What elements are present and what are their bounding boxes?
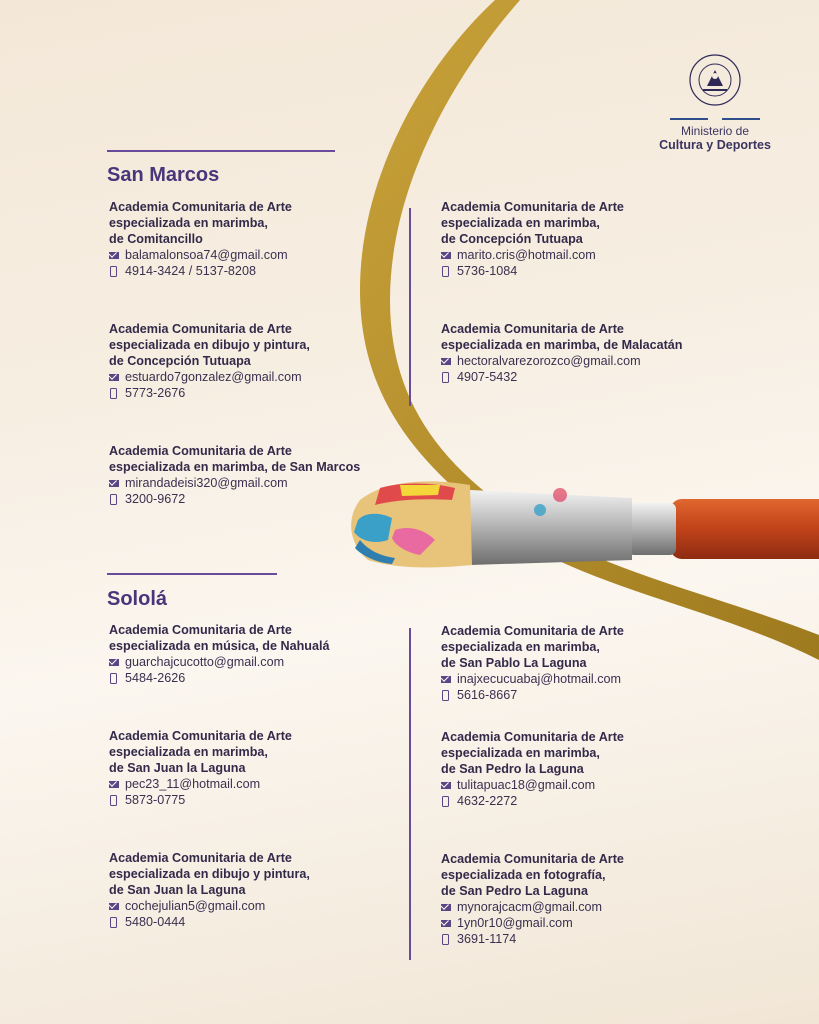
academy-name: Academia Comunitaria de Arte especializada en fotografía, de San Pedro La Laguna — [441, 852, 624, 898]
phone-icon — [110, 673, 117, 684]
envelope-icon — [441, 358, 451, 365]
email-row — [109, 475, 389, 491]
email-row — [441, 247, 741, 263]
email-row — [109, 776, 409, 792]
phone-number: 3691-1174 — [457, 932, 517, 946]
phone-number: 5484-2626 — [125, 671, 186, 685]
academy-entry — [441, 623, 741, 703]
phone-row — [109, 914, 409, 930]
phone-number: 4907-5432 — [457, 370, 518, 384]
academy-name: Academia Comunitaria de Arte especializada en marimba, de Concepción Tutuapa — [441, 200, 624, 246]
envelope-icon — [441, 920, 451, 927]
academy-entry — [441, 851, 741, 947]
phone-icon — [442, 690, 449, 701]
email-address: marito.cris@hotmail.com — [457, 248, 596, 262]
email-row — [441, 915, 741, 931]
academy-name: Academia Comunitaria de Arte especializada en marimba, de San Pedro la Laguna — [441, 730, 624, 776]
phone-number: 3200-9672 — [125, 492, 186, 506]
ministry-logo — [655, 52, 775, 152]
phone-row — [109, 792, 409, 808]
email-row — [441, 777, 741, 793]
phone-number: 5736-1084 — [457, 264, 518, 278]
phone-icon — [110, 266, 117, 277]
phone-icon — [110, 494, 117, 505]
academy-name: Academia Comunitaria de Arte especializada en marimba, de Malacatán — [441, 322, 683, 352]
phone-icon — [110, 917, 117, 928]
phone-row — [441, 369, 741, 385]
phone-icon — [442, 934, 449, 945]
email-address: mirandadeisi320@gmail.com — [125, 476, 288, 490]
email-row — [441, 353, 741, 369]
phone-row — [441, 793, 741, 809]
email-row — [441, 899, 741, 915]
email-address: tulitapuac18@gmail.com — [457, 778, 596, 792]
email-row — [109, 247, 409, 263]
san-marcos-rule — [107, 150, 335, 152]
solola-rule — [107, 573, 277, 575]
phone-icon — [442, 796, 449, 807]
envelope-icon — [109, 480, 119, 487]
phone-number: 4914-3424 / 5137-8208 — [125, 264, 256, 278]
paintbrush-icon — [351, 481, 819, 567]
email-row — [441, 671, 741, 687]
phone-row — [441, 687, 741, 703]
phone-number: 5773-2676 — [125, 386, 186, 400]
logo-bars — [655, 118, 775, 120]
academy-name: Academia Comunitaria de Arte especializada en marimba, de Comitancillo — [109, 200, 292, 246]
email-row — [109, 898, 409, 914]
envelope-icon — [441, 252, 451, 259]
email-address: guarchajcucotto@gmail.com — [125, 655, 285, 669]
san-marcos-divider — [409, 208, 411, 406]
academy-entry — [109, 622, 409, 686]
academy-entry — [441, 729, 741, 809]
logo-text-line2: Cultura y Deportes — [659, 138, 771, 152]
solola-divider — [409, 628, 411, 960]
academy-entry — [109, 199, 409, 279]
email-row — [109, 369, 409, 385]
logo-text-line1: Ministerio de — [680, 124, 750, 138]
phone-row — [109, 263, 409, 279]
envelope-icon — [441, 782, 451, 789]
phone-row — [441, 931, 741, 947]
email-address: mynorajcacm@gmail.com — [457, 900, 603, 914]
phone-number: 5480-0444 — [125, 915, 186, 929]
academy-name: Academia Comunitaria de Arte especializada en dibujo y pintura, de Concepción Tutuapa — [109, 322, 310, 368]
email-address: 1yn0r10@gmail.com — [457, 916, 573, 930]
envelope-icon — [109, 374, 119, 381]
academy-entry — [441, 321, 741, 385]
coat-of-arms-icon — [685, 52, 745, 108]
phone-row — [109, 670, 409, 686]
envelope-icon — [109, 903, 119, 910]
phone-row — [109, 491, 389, 507]
phone-number: 5873-0775 — [125, 793, 186, 807]
email-row — [109, 654, 409, 670]
academy-entry — [441, 199, 741, 279]
envelope-icon — [109, 781, 119, 788]
solola-title: Sololá — [107, 588, 168, 610]
phone-icon — [442, 372, 449, 383]
academy-name: Academia Comunitaria de Arte especializada en dibujo y pintura, de San Juan la Laguna — [109, 851, 310, 897]
phone-icon — [442, 266, 449, 277]
academy-name: Academia Comunitaria de Arte especializada en marimba, de San Pablo La Laguna — [441, 624, 624, 670]
academy-entry — [109, 728, 409, 808]
academy-entry — [109, 850, 409, 930]
envelope-icon — [441, 904, 451, 911]
phone-icon — [110, 388, 117, 399]
san-marcos-title: San Marcos — [107, 164, 220, 186]
phone-number: 5616-8667 — [457, 688, 518, 702]
envelope-icon — [109, 659, 119, 666]
phone-row — [109, 385, 409, 401]
email-address: inajxecucuabaj@hotmail.com — [457, 672, 621, 686]
email-address: pec23_11@hotmail.com — [125, 777, 261, 791]
phone-icon — [110, 795, 117, 806]
email-address: cochejulian5@gmail.com — [125, 899, 266, 913]
academy-name: Academia Comunitaria de Arte especializada en música, de Nahualá — [109, 623, 330, 653]
academy-name: Academia Comunitaria de Arte especializada en marimba, de San Marcos — [109, 444, 361, 474]
email-address: estuardo7gonzalez@gmail.com — [125, 370, 302, 384]
envelope-icon — [109, 252, 119, 259]
phone-number: 4632-2272 — [457, 794, 518, 808]
academy-entry — [109, 321, 409, 401]
email-address: hectoralvarezorozco@gmail.com — [457, 354, 641, 368]
email-address: balamalonsoa74@gmail.com — [125, 248, 288, 262]
phone-row — [441, 263, 741, 279]
academy-entry — [109, 443, 389, 507]
envelope-icon — [441, 676, 451, 683]
academy-name: Academia Comunitaria de Arte especializada en marimba, de San Juan la Laguna — [109, 729, 292, 775]
